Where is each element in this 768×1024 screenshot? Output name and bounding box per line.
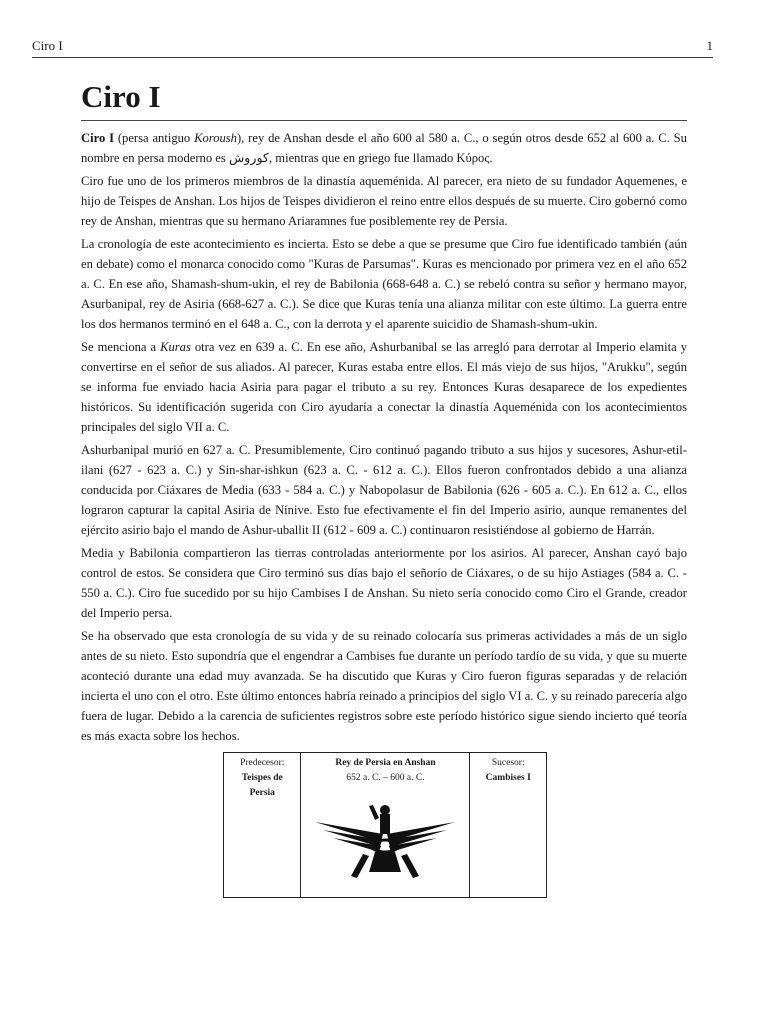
paragraph-text-segment: La cronología de este acontecimiento es incierta. Esto se debe a que se presume que Ciro fue identificado también (aún en debate) como el monarca conocido como "Kuras de Parsumas". Kuras es mencionado por primera vez en el año 652 a. C. En ese año, Shamash-shum-ukin, el rey de Babilonia (668-648 a. C.) se rebeló contra su señor y hermano mayor, Asurbanipal, rey de Asiria (668-627 a. C.). Se dice que Kuras tenía una alianza militar con este último. La guerra entre los dos hermanos terminó en el 648 a. C., con la derrota y el aparente suicidio de Shamash-shum-ukin. [81,237,687,331]
successor-cell [470,753,547,898]
paragraph-text-segment: Ashurbanipal murió en 627 a. C. Presumiblemente, Ciro continuó pagando tributo a sus hijos y sucesores, Ashur-etil-ilani (627 - 623 a. C.) y Sin-shar-ishkun (623 a. C. - 612 a. C.). Ellos fueron confrontados debido a una alianza conducida por Ciáxares de Media (633 - 584 a. C.) y Nabopolasur de Babilonia (626 - 605 a. C.). En 612 a. C., ellos lograron capturar la capital Asiria de Nínive. Esto fue efectivamente el fin del Imperio asirio, aunque remanentes del ejército asirio bajo el mando de Ashur-uballit II (612 - 609 a. C.) continuaron resistiéndose al gobierno de Harrán. [81,443,687,537]
running-header [32,38,713,54]
page-number: 1 [706,38,713,53]
successor-link[interactable]: Cambises I [485,773,531,783]
paragraph-text-segment: otra vez en 639 a. C. En ese año, Ashurbanibal se las arregló para derrotar al Imperio elamita y convertirse en el señor de sus aliados. Al parecer, Kuras estaba entre ellos. El más viejo de sus hijos, "Arukku", según se informa fue enviado hacia Asiria para pagar el tributo a su rey. Entonces Kuras desaparece de los expedientes históricos. Su identificación sugerida con Ciro ayudaría a conectar la dinastía Aqueménida con los acontecimientos principales del siglo VII a. C. [81,340,687,434]
paragraph [81,337,687,437]
article-body [81,128,687,746]
reign-title: Rey de Persia en Anshan [335,758,436,768]
paragraph-text-segment: Media y Babilonia compartieron las tierras controladas anteriormente por los asirios. Al parecer, Anshan cayó bajo control de estos. Se considera que Ciro terminó sus días bajo el señorío de Ciáxares, o de su hijo Astiages (584 a. C. - 550 a. C.). Ciro fue sucedido por su hijo Cambises I de Anshan. Su nieto sería conocido como Ciro el Grande, creador del Imperio persa. [81,546,687,620]
predecessor-label: Predecesor: [240,758,285,768]
paragraph [81,543,687,623]
paragraph [81,440,687,540]
paragraph [81,626,687,746]
paragraph [81,128,687,168]
faravahar-icon [305,800,465,882]
paragraph-text-segment: (persa antiguo [114,131,195,145]
paragraph-text-segment: Se ha observado que esta cronología de su vida y de su reinado colocaría sus primeras actividades a más de un siglo antes de su nieto. Esto supondría que el engendrar a Cambises fue durante un período tardío de su vida, y que su muerte aconteció durante una edad muy avanzada. Se ha discutido que Kuras y Ciro fueron figuras separadas y de relación incierta el uno con el otro. Este último entonces habría reinado a principios del siglo VI a. C. y su reinado parecería algo fuera de lugar. Debido a la carencia de suficientes registros sobre este período histórico sigue siendo incierto qué teoría es más exacta sobre los hechos. [81,629,687,743]
paragraph-text-segment: ), rey de Anshan desde el año 600 al 580 a. C., o según otros desde 652 al 600 a. C. Su nombre en persa moderno es کوروش, mientras que en griego fue llamado Κύρος. [81,131,687,165]
succession-box [223,752,547,898]
successor-label: Sucesor: [491,758,525,768]
paragraph [81,171,687,231]
article-title: Ciro I [81,76,687,121]
running-header-title: Ciro I [32,38,63,53]
header-rule [32,57,713,58]
reign-cell [301,753,470,898]
predecessor-cell [224,753,301,898]
predecessor-link[interactable]: Teispes de Persia [241,773,283,798]
article [81,76,687,898]
paragraph [81,234,687,334]
paragraph-text-segment: Koroush [194,131,237,145]
paragraph-text-segment: Se menciona a [81,340,161,354]
paragraph-text-segment: Ciro fue uno de los primeros miembros de la dinastía aqueménida. Al parecer, era nieto de su fundador Aquemenes, e hijo de Teispes de Anshan. Los hijos de Teispes dividieron el reino entre ellos después de su muerte. Ciro gobernó como rey de Anshan, mientras que su hermano Ariaramnes fue posiblemente rey de Persia. [81,174,687,228]
reign-period: 652 a. C. – 600 a. C. [346,773,425,783]
paragraph-text-segment: Ciro I [81,131,114,145]
paragraph-text-segment: Kuras [160,340,191,354]
